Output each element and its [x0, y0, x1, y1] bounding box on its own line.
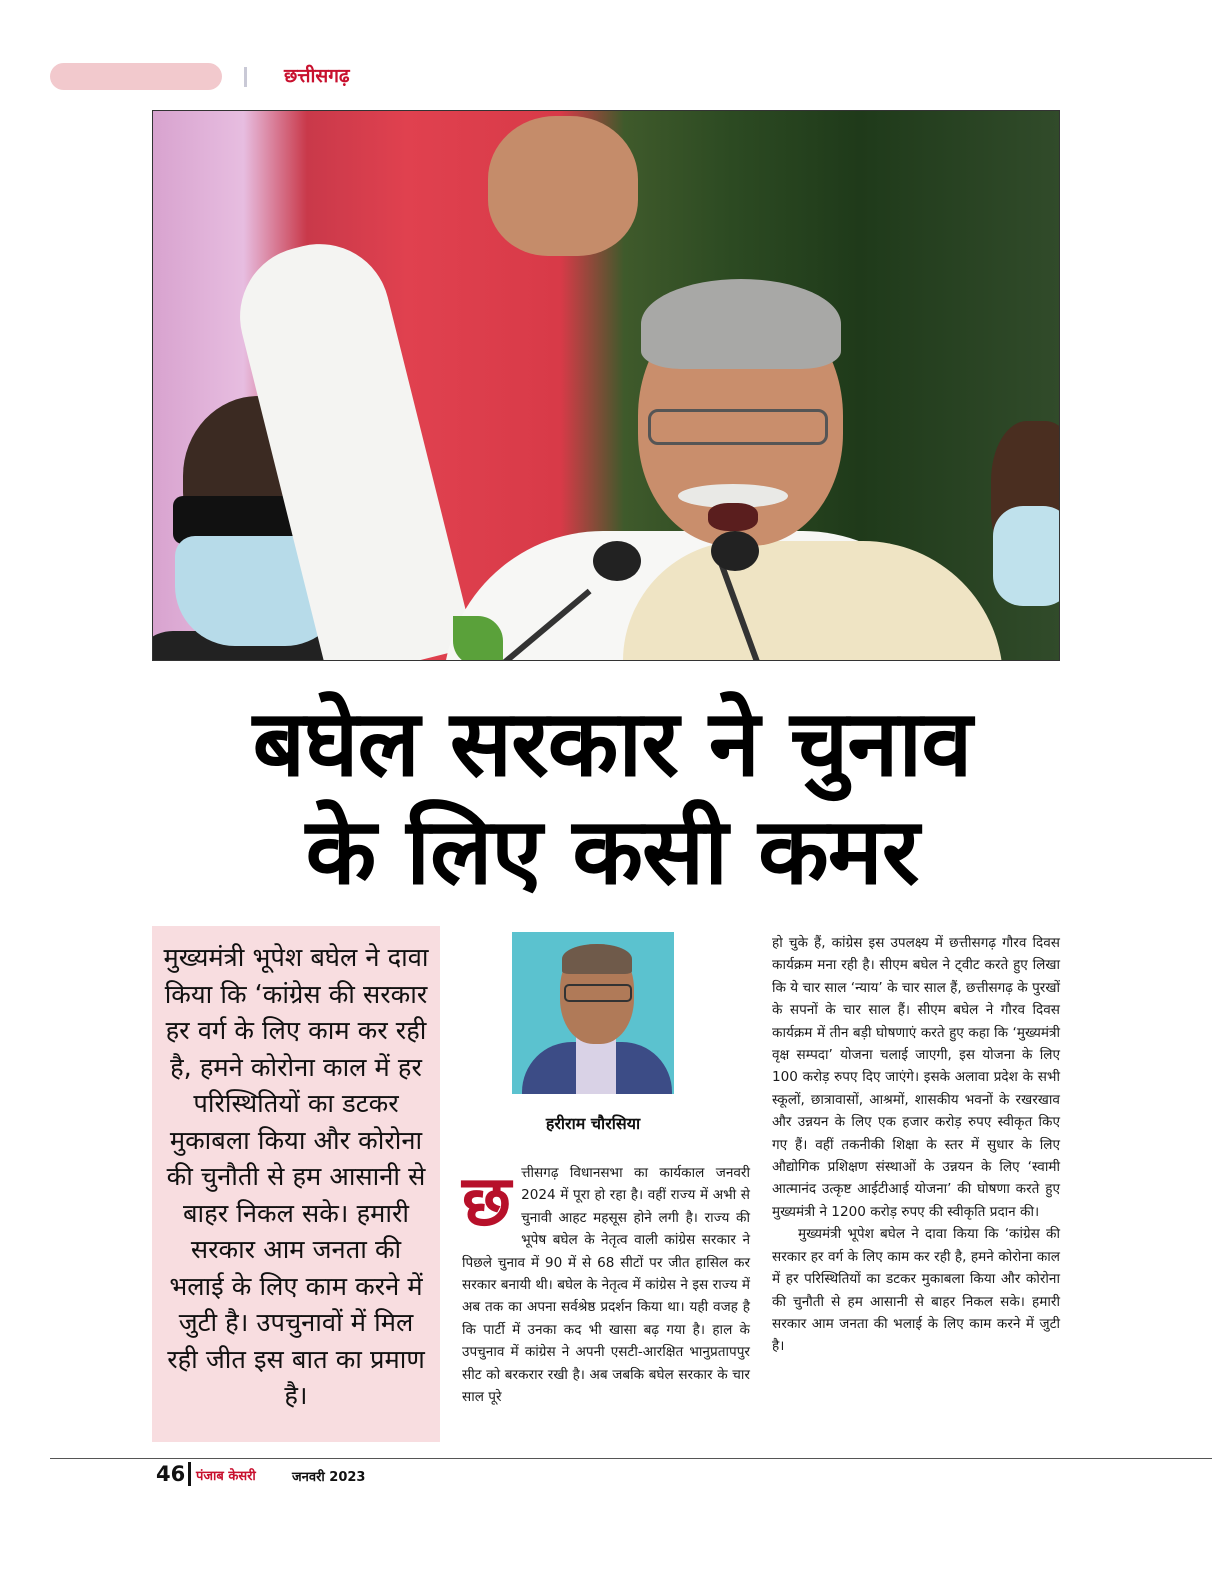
footer-rule — [50, 1458, 1212, 1459]
publication-logo: पंजाब केसरी — [196, 1469, 256, 1484]
article-column-3 — [772, 932, 1060, 1358]
article-column-2 — [462, 1162, 750, 1408]
headline-line-1: बघेल सरकार ने चुनाव — [252, 690, 972, 797]
page-number: 46 — [156, 1462, 186, 1486]
paragraph: त्तीसगढ़ विधानसभा का कार्यकाल जनवरी 2024 में पूरा हो रहा है। वहीं राज्य में अभी से चुनावी आहट महसूस होने लगी है। राज्य की भूपेष बघेल के नेतृत्व वाली कांग्रेस सरकार ने पिछले चुनाव में 90 में से 68 सीटों पर जीत हासिल कर सरकार बनायी थी। बघेल के नेतृत्व में कांग्रेस ने इस राज्य में अब तक का अपना सर्वश्रेष्ठ प्रदर्शन किया था। यही वजह है कि पार्टी में उनका कद भी खासा बढ़ गया है। हाल के उपचुनाव में कांग्रेस ने अपनी एसटी-आरक्षित भानुप्रतापपुर सीट को बरकरार रखी है। अब जबकि बघेल सरकार के चार साल पूरे — [462, 1165, 750, 1406]
header-divider — [244, 67, 247, 87]
section-label: छत्तीसगढ़ — [284, 65, 350, 87]
footer-divider — [188, 1462, 191, 1486]
pull-quote: मुख्यमंत्री भूपेश बघेल ने दावा किया कि ‘कांग्रेस की सरकार हर वर्ग के लिए काम कर रही है, हमने कोरोना काल में हर परिस्थितियों का डटकर मुकाबला किया और कोरोना की चुनौती से हम आसानी से बाहर निकल सके। हमारी सरकार आम जनता की भलाई के लिए काम करने में जुटी है। उपचुनावों में मिल रही जीत इस बात का प्रमाण है। — [152, 926, 440, 1442]
microphone-icon — [711, 531, 759, 571]
article-headline — [150, 690, 1074, 906]
drop-cap: छ — [462, 1160, 512, 1242]
microphone-icon — [593, 541, 641, 581]
paragraph: हो चुके हैं, कांग्रेस इस उपलक्ष्य में छत्तीसगढ़ गौरव दिवस कार्यक्रम मना रही है। सीएम बघेल ने ट्वीट करते हुए लिखा कि ये चार साल ‘न्याय’ के चार साल हैं, छत्तीसगढ़ के पुरखों के सपनों के चार साल हैं। सीएम बघेल ने गौरव दिवस कार्यक्रम में तीन बड़ी घोषणाएं करते हुए कहा कि ‘मुख्यमंत्री वृक्ष सम्पदा’ योजना चलाई जाएगी, इस योजना के लिए 100 करोड़ रुपए दिए जाएंगे। इसके अलावा प्रदेश के सभी स्कूलों, छात्रावासों, आश्रमों, शासकीय भवनों के रखरखाव और उन्नयन के लिए एक हजार करोड़ रुपए स्वीकृत किए गए हैं। वहीं तकनीकी शिक्षा के स्तर में सुधार के लिए औद्योगिक प्रशिक्षण संस्थाओं के उन्नयन के लिए ‘स्वामी आत्मानंद उत्कृष्ट आईटीआई योजना’ की घोषणा करते हुए मुख्यमंत्री ने 1200 करोड़ रुपए की स्वीकृति प्रदान की। — [772, 935, 1060, 1220]
headline-line-2: के लिए कसी कमर — [305, 798, 919, 905]
author-name: हरीराम चौरसिया — [545, 1114, 641, 1133]
paragraph: मुख्यमंत्री भूपेश बघेल ने दावा किया कि ‘कांग्रेस की सरकार हर वर्ग के लिए काम कर रही है, हमने कोरोना काल में हर परिस्थितियों का डटकर मुकाबला किया और कोरोना की चुनौती से हम आसानी से बाहर निकल सके। हमारी सरकार आम जनता की भलाई के लिए काम करने में जुटी है। — [772, 1226, 1060, 1355]
hero-photo — [152, 110, 1060, 661]
issue-date: जनवरी 2023 — [292, 1470, 366, 1485]
header-pill — [50, 63, 222, 90]
author-photo — [512, 932, 674, 1094]
